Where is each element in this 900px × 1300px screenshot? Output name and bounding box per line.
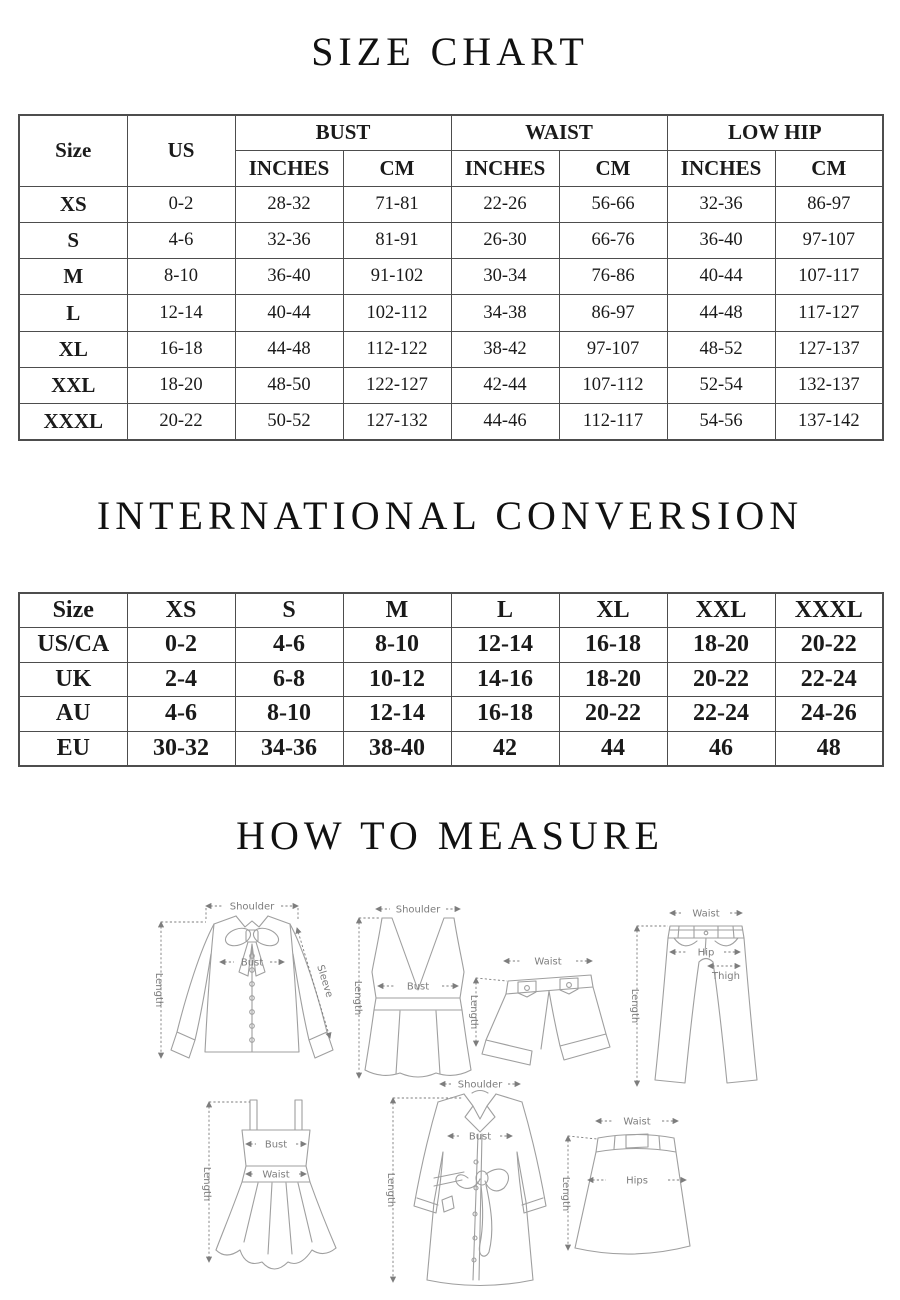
table-row <box>19 331 883 367</box>
table-row <box>19 662 883 697</box>
sub-header-cm: CM <box>559 150 667 186</box>
cell: 46 <box>667 731 775 766</box>
cell: 26-30 <box>451 222 559 258</box>
row-label: AU <box>19 697 127 732</box>
cell: 66-76 <box>559 222 667 258</box>
col-header-size: Size <box>19 115 127 186</box>
coat-length-label: Length <box>385 1172 396 1208</box>
cell: 81-91 <box>343 222 451 258</box>
cell: 76-86 <box>559 259 667 295</box>
cell: 38-42 <box>451 331 559 367</box>
cell: 97-107 <box>559 331 667 367</box>
cell: 137-142 <box>775 404 883 440</box>
cell: 0-2 <box>127 186 235 222</box>
table-row <box>19 186 883 222</box>
skirt-waist-label: Waist <box>623 1116 651 1128</box>
cell: 102-112 <box>343 295 451 331</box>
sub-header-cm: CM <box>343 150 451 186</box>
cell: 4-6 <box>127 222 235 258</box>
col-header: M <box>343 593 451 628</box>
cell: 97-107 <box>775 222 883 258</box>
cell: 42-44 <box>451 367 559 403</box>
cell: 16-18 <box>127 331 235 367</box>
row-label: US/CA <box>19 628 127 663</box>
cell: 107-112 <box>559 367 667 403</box>
cell: 20-22 <box>775 628 883 663</box>
pants-measure-figure <box>624 902 776 1094</box>
cell: 18-20 <box>559 662 667 697</box>
cell: 40-44 <box>667 259 775 295</box>
cell: 8-10 <box>127 259 235 295</box>
size-chart-table <box>18 114 884 441</box>
row-label: XXXL <box>19 404 127 440</box>
coat-measure-figure <box>376 1072 568 1294</box>
cell: 20-22 <box>127 404 235 440</box>
cell: 36-40 <box>667 222 775 258</box>
cell: 56-66 <box>559 186 667 222</box>
shorts-waist-label: Waist <box>534 956 562 968</box>
blouse-bust-label: Bust <box>240 957 264 969</box>
sub-header-inches: INCHES <box>235 150 343 186</box>
dress-waist-label: Waist <box>262 1169 290 1181</box>
cell: 38-40 <box>343 731 451 766</box>
cell: 52-54 <box>667 367 775 403</box>
cell: 127-137 <box>775 331 883 367</box>
cell: 117-127 <box>775 295 883 331</box>
cell: 132-137 <box>775 367 883 403</box>
how-to-measure-title: HOW TO MEASURE <box>236 813 664 858</box>
coat-shoulder-label: Shoulder <box>457 1079 503 1091</box>
cell: 14-16 <box>451 662 559 697</box>
cell: 22-24 <box>775 662 883 697</box>
cell: 42 <box>451 731 559 766</box>
cell: 54-56 <box>667 404 775 440</box>
pants-waist-label: Waist <box>692 908 720 920</box>
pants-sketch <box>624 902 776 1094</box>
pants-hip-label: Hip <box>697 947 715 959</box>
cell: 22-26 <box>451 186 559 222</box>
cell: 48-50 <box>235 367 343 403</box>
cell: 34-36 <box>235 731 343 766</box>
cell: 6-8 <box>235 662 343 697</box>
cell: 20-22 <box>559 697 667 732</box>
blouse-sleeve-label: Sleeve <box>314 963 335 999</box>
col-header: S <box>235 593 343 628</box>
col-header: L <box>451 593 559 628</box>
dress-measure-figure <box>196 1092 358 1274</box>
shorts-sketch <box>464 948 622 1076</box>
cell: 112-122 <box>343 331 451 367</box>
table-row <box>19 222 883 258</box>
row-label: UK <box>19 662 127 697</box>
cell: 30-32 <box>127 731 235 766</box>
col-header-us: US <box>127 115 235 186</box>
col-header: XL <box>559 593 667 628</box>
cell: 18-20 <box>127 367 235 403</box>
cell: 44-48 <box>235 331 343 367</box>
cell: 50-52 <box>235 404 343 440</box>
tank-shoulder-label: Shoulder <box>395 904 441 916</box>
cell: 36-40 <box>235 259 343 295</box>
cell: 4-6 <box>127 697 235 732</box>
cell: 10-12 <box>343 662 451 697</box>
dress-sketch <box>196 1092 358 1274</box>
row-label: S <box>19 222 127 258</box>
cell: 112-117 <box>559 404 667 440</box>
col-group-bust: BUST <box>235 115 451 150</box>
table-row <box>19 731 883 766</box>
cell: 16-18 <box>451 697 559 732</box>
skirt-measure-figure <box>558 1108 706 1268</box>
col-header: XXXL <box>775 593 883 628</box>
size-chart-title: SIZE CHART <box>311 29 589 74</box>
skirt-hips-label: Hips <box>626 1175 648 1187</box>
row-label: XL <box>19 331 127 367</box>
cell: 0-2 <box>127 628 235 663</box>
cell: 4-6 <box>235 628 343 663</box>
cell: 44-46 <box>451 404 559 440</box>
blouse-sketch <box>146 892 358 1078</box>
blouse-shoulder-label: Shoulder <box>229 901 275 913</box>
cell: 32-36 <box>667 186 775 222</box>
cell: 34-38 <box>451 295 559 331</box>
dress-bust-label: Bust <box>264 1139 288 1151</box>
row-label: M <box>19 259 127 295</box>
coat-bust-label: Bust <box>468 1131 492 1143</box>
cell: 71-81 <box>343 186 451 222</box>
col-header: Size <box>19 593 127 628</box>
cell: 122-127 <box>343 367 451 403</box>
shorts-length-label: Length <box>468 994 479 1030</box>
cell: 18-20 <box>667 628 775 663</box>
tank-bust-label: Bust <box>406 981 430 993</box>
col-header: XXL <box>667 593 775 628</box>
table-row <box>19 697 883 732</box>
cell: 48-52 <box>667 331 775 367</box>
tank-length-label: Length <box>352 980 363 1016</box>
cell: 86-97 <box>559 295 667 331</box>
cell: 28-32 <box>235 186 343 222</box>
col-header: XS <box>127 593 235 628</box>
table-row <box>19 259 883 295</box>
cell: 127-132 <box>343 404 451 440</box>
cell: 8-10 <box>343 628 451 663</box>
skirt-length-label: Length <box>560 1176 571 1212</box>
cell: 2-4 <box>127 662 235 697</box>
row-label: XXL <box>19 367 127 403</box>
blouse-length-label: Length <box>153 972 164 1008</box>
table-row <box>19 404 883 440</box>
cell: 16-18 <box>559 628 667 663</box>
conversion-title: INTERNATIONAL CONVERSION <box>96 493 804 538</box>
sub-header-cm: CM <box>775 150 883 186</box>
shorts-measure-figure <box>464 948 622 1076</box>
row-label: EU <box>19 731 127 766</box>
table-row <box>19 295 883 331</box>
cell: 8-10 <box>235 697 343 732</box>
sub-header-inches: INCHES <box>451 150 559 186</box>
cell: 12-14 <box>127 295 235 331</box>
cell: 48 <box>775 731 883 766</box>
cell: 40-44 <box>235 295 343 331</box>
cell: 30-34 <box>451 259 559 295</box>
blouse-measure-figure <box>146 892 358 1078</box>
pants-length-label: Length <box>629 988 640 1024</box>
cell: 44 <box>559 731 667 766</box>
cell: 44-48 <box>667 295 775 331</box>
cell: 12-14 <box>343 697 451 732</box>
col-group-waist: WAIST <box>451 115 667 150</box>
skirt-sketch <box>558 1108 706 1268</box>
cell: 107-117 <box>775 259 883 295</box>
dress-length-label: Length <box>201 1166 212 1202</box>
coat-sketch <box>376 1072 568 1294</box>
cell: 24-26 <box>775 697 883 732</box>
cell: 22-24 <box>667 697 775 732</box>
cell: 32-36 <box>235 222 343 258</box>
cell: 20-22 <box>667 662 775 697</box>
cell: 91-102 <box>343 259 451 295</box>
row-label: L <box>19 295 127 331</box>
col-group-lowhip: LOW HIP <box>667 115 883 150</box>
cell: 86-97 <box>775 186 883 222</box>
table-row <box>19 367 883 403</box>
sub-header-inches: INCHES <box>667 150 775 186</box>
table-row <box>19 628 883 663</box>
row-label: XS <box>19 186 127 222</box>
cell: 12-14 <box>451 628 559 663</box>
pants-thigh-label: Thigh <box>712 971 740 982</box>
international-conversion-table <box>18 592 884 767</box>
